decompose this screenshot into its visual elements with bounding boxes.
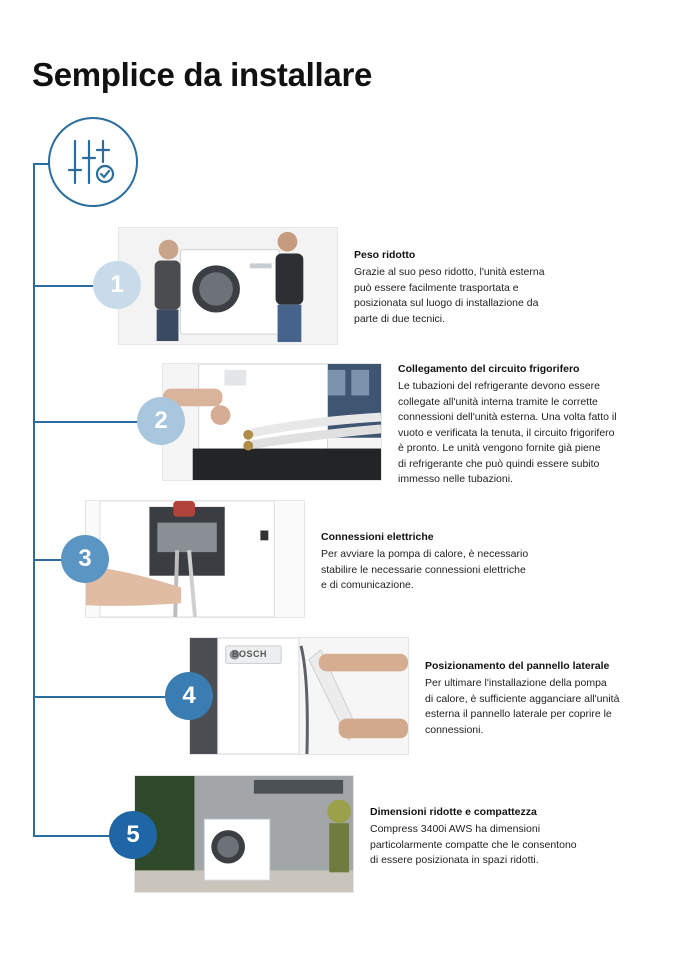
step-4-text (425, 659, 665, 738)
step-5-description: Compress 3400i AWS ha dimensioni particolarmente compatte che le consentono di essere posizionata in spazi ridotti. (370, 823, 577, 866)
step-2-photo (162, 363, 382, 481)
step-5-photo (134, 775, 354, 893)
step-2-title: Collegamento del circuito frigorifero (398, 363, 580, 375)
timeline-connector-4 (33, 696, 168, 698)
step-1-text (354, 248, 594, 327)
step-2-text (398, 362, 658, 488)
step-5-text (370, 805, 610, 869)
step-1-description: Grazie al suo peso ridotto, l'unità esterna può essere facilmente trasportata e posizionata sul luogo di installazione da parte di due tecnici. (354, 266, 545, 325)
page-title: Semplice da installare (32, 56, 373, 93)
timeline-connector-top (33, 163, 49, 165)
step-4-photo (189, 637, 409, 755)
step-1-title: Peso ridotto (354, 249, 416, 261)
step-3-text (321, 530, 571, 594)
step-4-photo-brand: BOSCH (232, 649, 268, 659)
step-1-photo (118, 227, 338, 345)
step-4-description: Per ultimare l'installazione della pompa di calore, è sufficiente agganciare all'unità esterna il pannello laterale per coprire le connessioni. (425, 677, 620, 736)
step-3-number-badge: 3 (61, 535, 109, 583)
step-4-number-badge: 4 (165, 672, 213, 720)
step-2-description: Le tubazioni del refrigerante devono essere collegate all'unità interna tramite le corrette connessioni dell'unità esterna. Una volta fatto il vuoto e verificata la tenuta, il circuito frigorifero è pronto. Le unità vengono fornite già piene di refrigerante che può quindi essere subito immesso nelle tubazioni. (398, 380, 617, 485)
step-1-number-badge: 1 (93, 261, 141, 309)
step-2-number-badge: 2 (137, 397, 185, 445)
timeline-vertical-line (33, 163, 35, 836)
sliders-check-icon (48, 117, 138, 207)
step-4-title: Posizionamento del pannello laterale (425, 660, 610, 672)
step-3-photo (85, 500, 305, 618)
timeline-connector-2 (33, 421, 143, 423)
step-5-title: Dimensioni ridotte e compattezza (370, 806, 537, 818)
step-5-number-badge: 5 (109, 811, 157, 859)
step-3-description: Per avviare la pompa di calore, è necessario stabilire le necessarie connessioni elettriche e di comunicazione. (321, 548, 529, 591)
timeline-connector-5 (33, 835, 113, 837)
step-3-title: Connessioni elettriche (321, 531, 434, 543)
